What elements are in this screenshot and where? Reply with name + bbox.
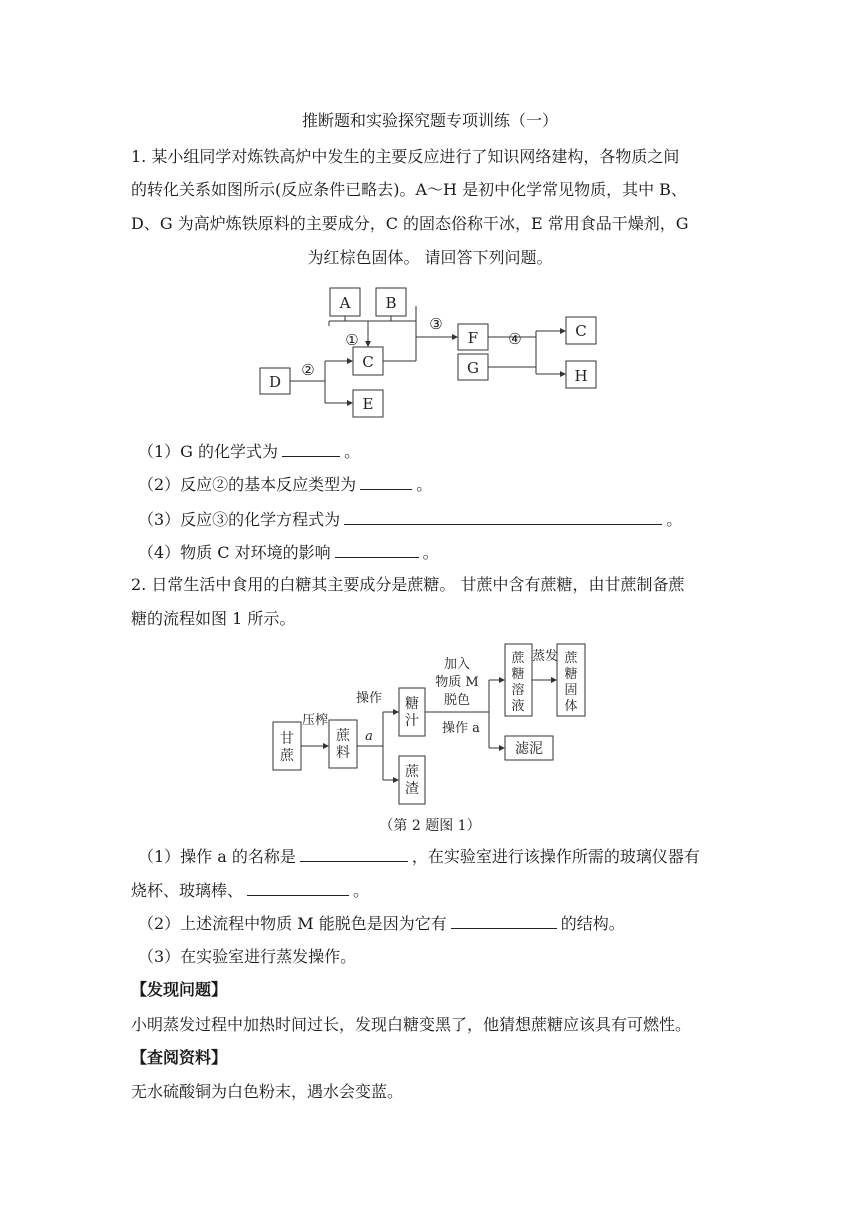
node-f-label: F — [467, 329, 479, 347]
reaction-network-diagram — [250, 282, 610, 422]
step-4-label: ④ — [508, 330, 522, 348]
q1-intro-line-4: 为红棕色固体。 请回答下列问题。 — [307, 248, 553, 267]
answer-blank-2[interactable] — [360, 474, 412, 490]
node-a-label: A — [339, 294, 351, 312]
answer-blank-3[interactable] — [344, 509, 662, 525]
answer-blank-7[interactable] — [451, 913, 557, 929]
label-decolor: 脱色 — [443, 693, 471, 708]
find-problem-heading: 【发现问题】 — [131, 980, 228, 999]
q1-question-1: （1）G 的化学式为 。 — [138, 442, 361, 461]
box-filter-mud-label: 滤泥 — [515, 741, 543, 757]
q1-question-2: （2）反应②的基本反应类型为 。 — [138, 475, 433, 494]
answer-blank-1[interactable] — [282, 441, 340, 457]
answer-blank-6[interactable] — [247, 880, 349, 896]
figure-caption: （第 2 题图 1） — [379, 818, 481, 834]
node-c-label: C — [362, 353, 374, 371]
q2-question-1-line-1: （1）操作 a 的名称是 ，在实验室进行该操作所需的玻璃仪器有 — [138, 847, 700, 866]
box-cane-material-label: 蔗料 — [336, 728, 350, 761]
find-problem-text: 小明蒸发过程中加热时间过长，发现白糖变黑了，他猜想蔗糖应该具有可燃性。 — [131, 1015, 692, 1034]
label-add: 加入 — [443, 657, 471, 672]
node-g-label: G — [467, 359, 479, 377]
q1-intro-line-3: D、G 为高炉炼铁原料的主要成分，C 的固态俗称干冰，E 常用食品干燥剂，G — [131, 214, 689, 233]
box-sucrose-solution-label: 蔗糖溶液 — [511, 651, 525, 714]
node-b-label: B — [385, 294, 397, 312]
q2-question-3: （3）在实验室进行蒸发操作。 — [138, 947, 357, 966]
node-e-label: E — [362, 395, 374, 413]
q1-intro-line-1: 1. 某小组同学对炼铁高炉中发生的主要反应进行了知识网络建构，各物质之间 — [131, 147, 680, 166]
sugar-process-flowchart — [265, 640, 595, 810]
step-2-label: ② — [301, 361, 315, 379]
reference-heading: 【查阅资料】 — [131, 1048, 228, 1067]
q1-intro-line-2: 的转化关系如图所示(反应条件已略去)。A～H 是初中化学常见物质，其中 B、 — [131, 180, 687, 199]
node-c-product-label: C — [575, 322, 587, 340]
label-operation-2: 操作 a — [442, 721, 480, 736]
q2-question-1-line-2: 烧杯、玻璃棒、 。 — [131, 881, 370, 900]
q2-question-2: （2）上述流程中物质 M 能脱色是因为它有 的结构。 — [138, 914, 625, 933]
page-title: 推断题和实验探究题专项训练（一） — [301, 111, 558, 130]
answer-blank-4[interactable] — [335, 542, 419, 558]
q2-intro-line-1: 2. 日常生活中食用的白糖其主要成分是蔗糖。 甘蔗中含有蔗糖，由甘蔗制备蔗 — [131, 575, 685, 594]
label-substance-m: 物质 M — [435, 675, 479, 690]
q1-question-3: （3）反应③的化学方程式为 。 — [138, 510, 683, 529]
label-operation-1-a: a — [365, 729, 373, 744]
box-sugarcane-label: 甘蔗 — [280, 731, 294, 764]
q1-question-4: （4）物质 C 对环境的影响 。 — [138, 543, 439, 562]
label-operation-1: 操作 — [355, 691, 383, 706]
step-3-label: ③ — [429, 315, 443, 333]
box-sucrose-solid-label: 蔗糖固体 — [564, 651, 578, 714]
q2-intro-line-2: 糖的流程如图 1 所示。 — [131, 609, 296, 628]
node-h-label: H — [574, 367, 588, 385]
box-sugar-juice-label: 糖汁 — [405, 696, 419, 729]
box-bagasse-label: 蔗渣 — [405, 764, 419, 797]
step-1-label: ① — [345, 331, 359, 349]
answer-blank-5[interactable] — [300, 846, 408, 862]
node-d-label: D — [268, 373, 282, 391]
label-press: 压榨 — [301, 713, 329, 728]
reference-text: 无水硫酸铜为白色粉末，遇水会变蓝。 — [131, 1082, 404, 1101]
label-evaporate: 蒸发 — [531, 649, 559, 664]
